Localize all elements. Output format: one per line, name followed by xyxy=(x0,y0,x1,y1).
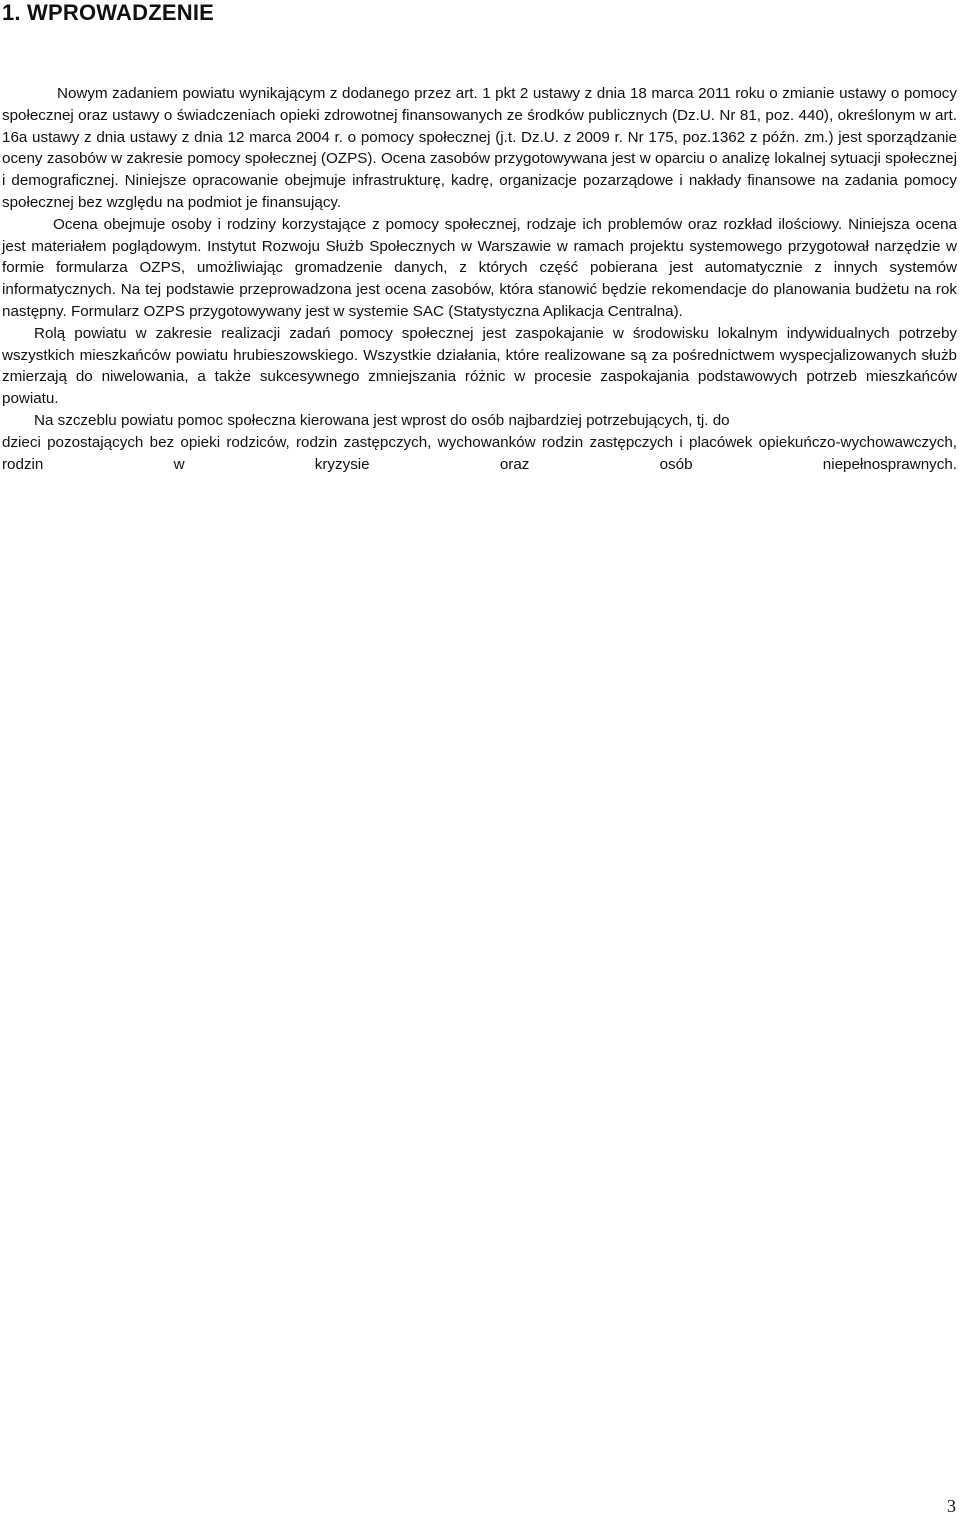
page-number: 3 xyxy=(947,1496,956,1516)
paragraph-assessment-scope: Ocena obejmuje osoby i rodziny korzystające z pomocy społecznej, rodzaje ich problemów oraz rozkład ilościowy. Niniejsza ocena jest materiałem poglądowym. Instytut Rozwoju Służb Społecznych w Warszawie w ramach projektu systemowego przygotował narzędzie w formie formularza OZPS, umożliwiając gromadzenie danych, z których część pobierana jest automatycznie z innych systemów informatycznych. Na tej podstawie przeprowadzona jest ocena zasobów, która stanowić będzie rekomendacje do planowania budżetu na rok następny. Formularz OZPS przygotowywany jest w systemie SAC (Statystyczna Aplikacja Centralna). xyxy=(2,215,957,320)
paragraph-target-groups: dzieci pozostających bez opieki rodziców, rodzin zastępczych, wychowanków rodzin zastępczych i placówek opiekuńczo-wychowawczych, rodzin w kryzysie oraz osób niepełnosprawnych. xyxy=(2,433,957,473)
section-heading: 1. WPROWADZENIE xyxy=(2,0,215,25)
body-text xyxy=(2,83,957,475)
paragraph-intro: Nowym zadaniem powiatu wynikającym z dodanego przez art. 1 pkt 2 ustawy z dnia 18 marca 2011 roku o zmianie ustawy o pomocy społecznej oraz ustawy o świadczeniach opieki zdrowotnej finansowanych ze środków publicznych (Dz.U. Nr 81, poz. 440), określonym w art. 16a ustawy z dnia ustawy z dnia 12 marca 2004 r. o pomocy społecznej (j.t. Dz.U. z 2009 r. Nr 175, poz.1362 z późn. zm.) jest sporządzanie oceny zasobów w zakresie pomocy społecznej (OZPS). Ocena zasobów przygotowywana jest w oparciu o analizę lokalnej sytuacji społecznej i demograficznej. Niniejsze opracowanie obejmuje infrastrukturę, kadrę, organizacje pozarządowe i nakłady finansowe na zadania pomocy społecznej bez względu na podmiot je finansujący. xyxy=(2,85,957,211)
paragraph-county-level: Na szczeblu powiatu pomoc społeczna kierowana jest wprost do osób najbardziej potrzebujących, tj. do xyxy=(34,411,730,429)
paragraph-county-role: Rolą powiatu w zakresie realizacji zadań pomocy społecznej jest zaspokajanie w środowisku lokalnym indywidualnych potrzeby wszystkich mieszkańców powiatu hrubieszowskiego. Wszystkie działania, które realizowane są za pośrednictwem wyspecjalizowanych służb zmierzają do niwelowania, a także sukcesywnego zmniejszania różnic w procesie zaspokajania podstawowych potrzeb mieszkańców powiatu. xyxy=(2,324,957,408)
